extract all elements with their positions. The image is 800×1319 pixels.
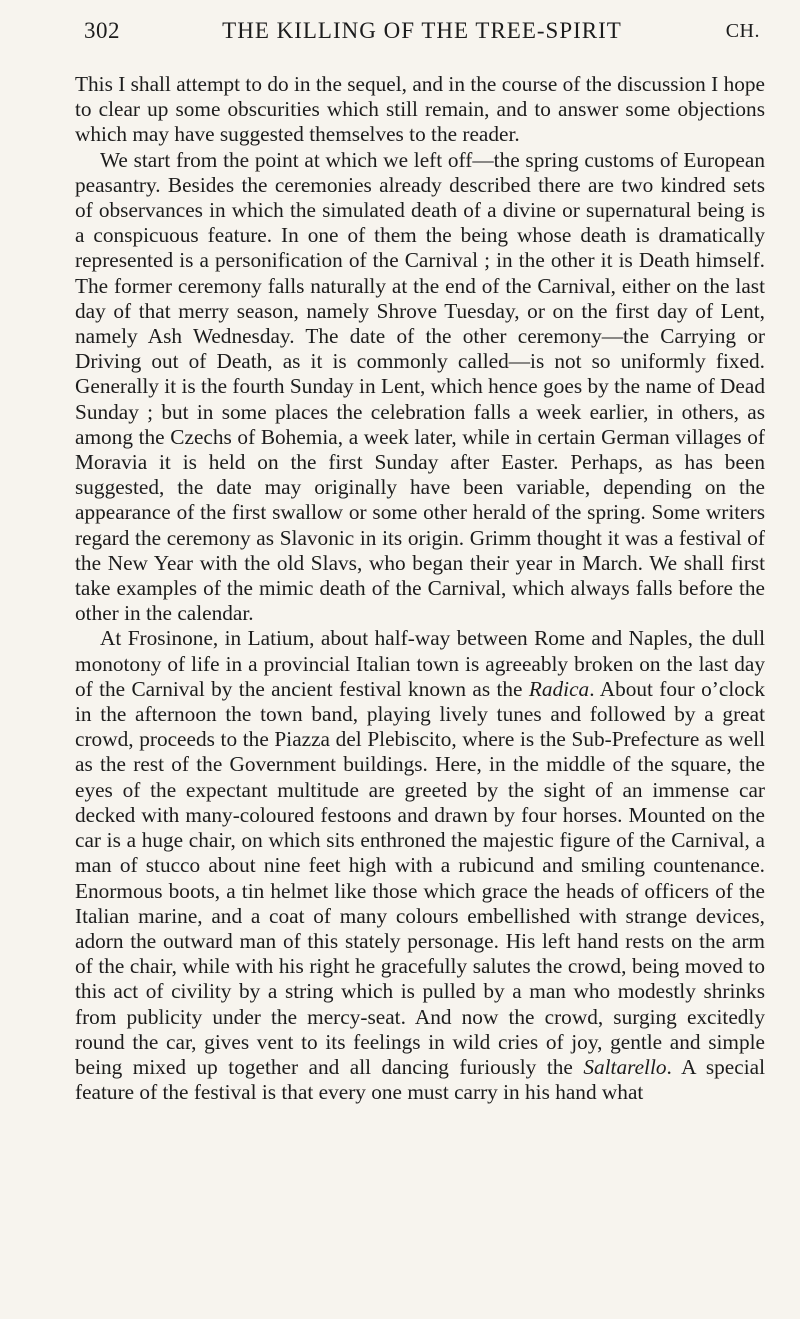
text-run: . A special feature of the festival is that every one must carry in his hand what: [75, 1054, 765, 1105]
italic-term: Saltarello: [583, 1054, 667, 1079]
paragraph-p1: [75, 72, 765, 148]
text-run: At Frosinone, in Latium, about half-way between Rome and Naples, the dull monotony of life in a provincial Italian town is agreeably broken on the last day of the Carnival by the ancient festival known as the: [75, 626, 765, 701]
italic-term: Radica: [528, 676, 590, 701]
paragraph-p3: [75, 626, 765, 1105]
running-head: [84, 18, 760, 58]
paragraph-p2: [75, 148, 765, 627]
running-title: THE KILLING OF THE TREE-SPIRIT: [222, 18, 622, 43]
text-run: . About four o’clock in the afternoon the town band, playing lively tunes and followed by a great crowd, proceeds to the Piazza del Plebiscito, where is the Sub-Prefecture as well as the rest of the Government buildings. Here, in the middle of the square, the eyes of the expectant multitude are greeted by the sight of an immense car decked with many-coloured festoons and drawn by four horses. Mounted on the car is a huge chair, on which sits enthroned the majestic figure of the Carnival, a man of stucco about nine feet high with a rubicund and smiling countenance. Enormous boots, a tin helmet like those which grace the heads of officers of the Italian marine, and a coat of many colours embellished with strange devices, adorn the outward man of this stately personage. His left hand rests on the arm of the chair, while with his right he gracefully salutes the crowd, being moved to this act of civility by a string which is pulled by a man who modestly shrinks from publicity under the mercy-seat. And now the crowd, surging excitedly round the car, gives vent to its feelings in wild cries of joy, gentle and simple being mixed up together and all dancing furiously the: [75, 676, 765, 1079]
body-text: [75, 72, 765, 1105]
chapter-mark: CH.: [725, 20, 760, 42]
text-run: This I shall attempt to do in the sequel, and in the course of the discussion I hope to clear up some obscurities which still remain, and to answer some objections which may have suggested themselves to the reader.: [75, 72, 765, 147]
page-number: 302: [84, 18, 120, 43]
text-run: We start from the point at which we left off—the spring customs of European peasantry. Besides the ceremonies already described there are two kindred sets of observances in which the simulated death of a divine or supernatural being is a conspicuous feature. In one of them the being whose death is dramatically represented is a personification of the Carnival ; in the other it is Death himself. The former ceremony falls naturally at the end of the Carnival, either on the last day of that merry season, namely Shrove Tuesday, or on the first day of Lent, namely Ash Wednesday. The date of the other ceremony—the Carrying or Driving out of Death, as it is commonly called—is not so uniformly fixed. Generally it is the fourth Sunday in Lent, which hence goes by the name of Dead Sunday ; but in some places the celebration falls a week earlier, in others, as among the Czechs of Bohemia, a week later, while in certain German villages of Moravia it is held on the first Sunday after Easter. Perhaps, as has been suggested, the date may originally have been variable, depending on the appearance of the first swallow or some other herald of the spring. Some writers regard the ceremony as Slavonic in its origin. Grimm thought it was a festival of the New Year with the old Slavs, who began their year in March. We shall first take examples of the mimic death of the Carnival, which always falls before the other in the calendar.: [75, 147, 765, 626]
